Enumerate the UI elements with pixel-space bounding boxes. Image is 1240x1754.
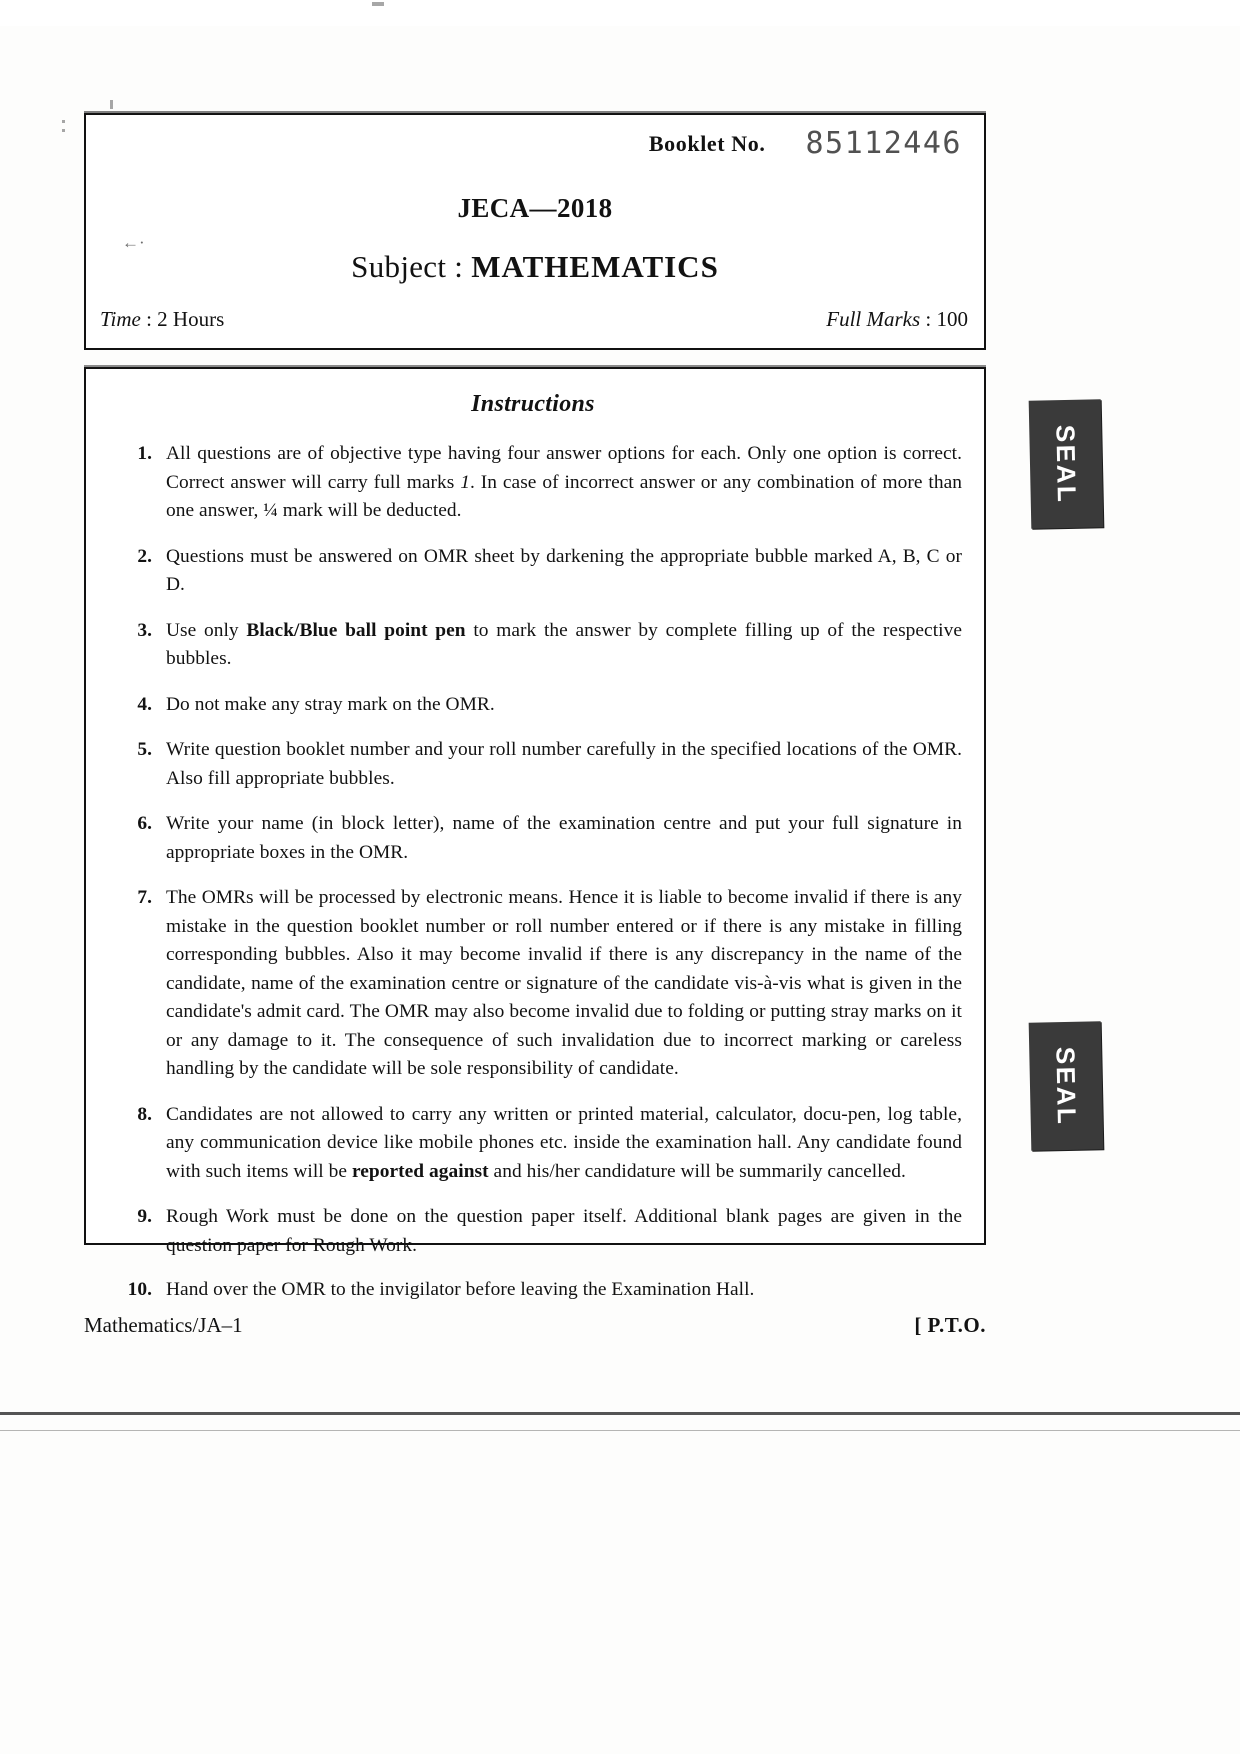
instruction-number: 7. [137, 887, 152, 909]
paper-code: Mathematics/JA–1 [84, 1313, 243, 1337]
instruction-number: 1. [137, 443, 152, 464]
instruction-text: Write question booklet number and your roll number carefully in the specified locations of the OMR. Also fill appropriate bubbles. [166, 739, 962, 789]
subject-value: MATHEMATICS [471, 249, 719, 284]
instruction-text: The OMRs will be processed by electronic means. Hence it is liable to become invalid if there is any mistake in the question booklet number or roll number entered or if there is any mistake in filling corresponding bubbles. Also it may become invalid if there is any discrepancy in the name of the candidate, name of the examination centre or signature of the candidate vis-à-vis what is given in the candidate's admit card. The OMR may also become invalid due to folding or putting stray marks on it or any damage to it. The consequence of such invalidation due to incorrect marking or careless handling by the candidate will be sole responsibility of candidate. [166, 887, 962, 1080]
instruction-item [104, 1203, 962, 1260]
instruction-text: All questions are of objective type having four answer options for each. Only one option is correct. Correct answer will carry full marks 1. In case of incorrect answer or any combination of more than one answer, ¼ mark will be deducted. [166, 443, 962, 522]
instructions-list [104, 440, 962, 1305]
instruction-text: Candidates are not allowed to carry any written or printed material, calculator, docu-pen, log table, any communication device like mobile phones etc. inside the examination hall. Any candidate found with such items will be reported against and his/her candidature will be summarily cancelled. [166, 1103, 962, 1182]
instruction-text: Hand over the OMR to the invigilator before leaving the Examination Hall. [166, 1279, 755, 1301]
header-box [84, 113, 986, 350]
subject-line [86, 249, 984, 285]
instruction-number: 10. [127, 1279, 152, 1301]
scan-speck [62, 129, 65, 132]
instructions-box [84, 367, 986, 1301]
time-field [100, 307, 224, 332]
pto-marker: [ P.T.O. [914, 1313, 986, 1337]
exam-code: JECA—2018 [457, 193, 613, 223]
seal-tab-bottom [1029, 1021, 1104, 1150]
instruction-text: Questions must be answered on OMR sheet by darkening the appropriate bubble marked A, B, C or D. [166, 545, 962, 596]
full-marks-value: : 100 [920, 307, 968, 331]
instructions-heading: Instructions [471, 391, 595, 417]
scan-speck [62, 120, 65, 123]
instruction-item [104, 810, 962, 867]
full-marks-label: Full Marks [826, 307, 921, 331]
instruction-item [104, 884, 962, 1084]
instruction-item [104, 691, 962, 720]
exam-meta-row [100, 307, 968, 332]
instruction-text: Do not make any stray mark on the OMR. [166, 693, 495, 715]
time-label: Time [100, 307, 141, 331]
booklet-number-row [649, 124, 962, 159]
instruction-text: Rough Work must be done on the question paper itself. Additional blank pages are given in the question paper for Rough Work. [166, 1206, 962, 1256]
instruction-item [104, 617, 962, 674]
stray-pen-mark: ←· [122, 233, 145, 252]
booklet-no-value: 85112446 [805, 126, 962, 161]
instruction-item [104, 543, 962, 600]
booklet-no-label: Booklet No. [648, 131, 766, 156]
instruction-number: 9. [137, 1206, 152, 1228]
instruction-number: 3. [137, 619, 152, 641]
instruction-item [104, 1101, 962, 1187]
instruction-item [104, 440, 962, 526]
instruction-number: 8. [137, 1103, 152, 1125]
instruction-text: Write your name (in block letter), name of the examination centre and put your full signature in appropriate boxes in the OMR. [166, 813, 962, 863]
instruction-item [104, 1276, 962, 1305]
instruction-number: 6. [137, 813, 152, 835]
instruction-item [104, 736, 962, 793]
seal-tab-bottom-label: SEAL [1050, 1046, 1083, 1126]
full-marks-field [826, 307, 968, 332]
time-value: : 2 Hours [140, 307, 225, 331]
instruction-text: Use only Black/Blue ball point pen to mark the answer by complete filling up of the respective bubbles. [166, 619, 962, 670]
instruction-number: 2. [137, 545, 152, 567]
instruction-number: 5. [137, 739, 152, 761]
seal-tab-top-label: SEAL [1050, 424, 1083, 504]
instruction-number: 4. [137, 693, 152, 715]
booklet-cover-sheet [84, 0, 996, 1754]
seal-tab-top [1029, 399, 1104, 528]
page-footer [84, 1313, 986, 1338]
subject-label: Subject : [351, 249, 472, 284]
